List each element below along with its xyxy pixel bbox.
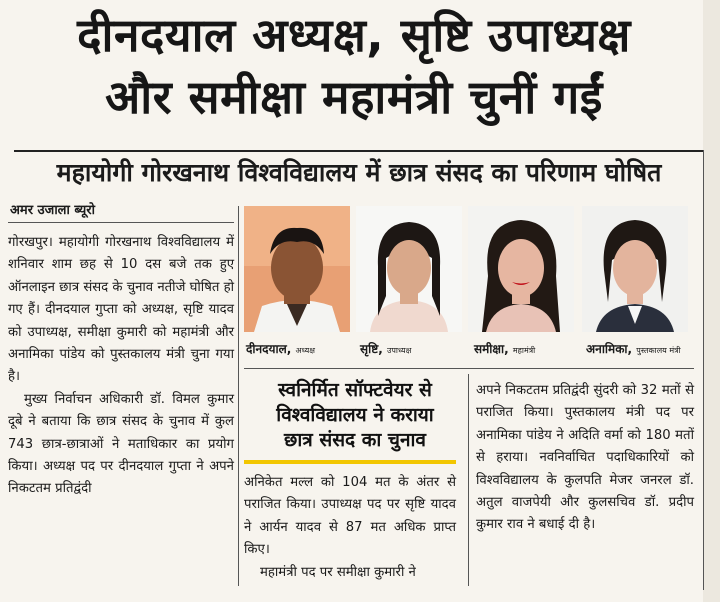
column1-paragraph-2: मुख्य निर्वाचन अधिकारी डॉ. विमल कुमार दूबे ने बताया कि छात्र संसद के चुनाव में कुल 743 छात्र-छात्राओं ने मताधिकार का प्रयोग किया। अध्यक्ष पद पर दीनदयाल गुप्ता ने अपने निकटतम प्रतिद्वंदी: [8, 391, 234, 497]
portrait-srishti-image: [356, 206, 462, 332]
article-column-2: [244, 472, 456, 584]
edge-divider: [703, 150, 704, 590]
caption-srishti-name: सृष्टि,: [360, 342, 383, 356]
column1-paragraph-1: गोरखपुर। महायोगी गोरखनाथ विश्वविद्यालय में शनिवार शाम छह से 10 दस बजे तक हुए ऑनलाइन छात्र संसद के चुनाव नतीजे घोषित हो गए हैं। दीनदयाल गुप्ता को अध्यक्ष, सृष्टि यादव को उपाध्यक्ष, समीक्षा कुमारी को महामंत्री और अनामिका पांडेय को पुस्तकालय मंत्री चुना गया है।: [8, 235, 234, 385]
headline-line-2: और समीक्षा महामंत्री चुनीं गईं: [105, 70, 603, 124]
boxed-headline-line-2: विश्वविद्यालय ने कराया: [276, 404, 434, 426]
portrait-samiksha-image: [468, 206, 574, 332]
byline-rule: [8, 222, 234, 223]
caption-anamika: [586, 340, 681, 357]
caption-deendayal: [246, 340, 315, 357]
portrait-deendayal-image: [244, 206, 350, 332]
boxed-headline-line-1: स्वनिर्मित सॉफ्टवेयर से: [278, 379, 432, 401]
caption-anamika-name: अनामिका,: [586, 342, 633, 356]
boxed-headline: [246, 378, 464, 453]
column2-paragraph-2: महामंत्री पद पर समीक्षा कुमारी ने: [260, 564, 416, 580]
article-column-3: [476, 380, 694, 537]
portrait-anamika-image: [582, 206, 688, 332]
column-divider-2: [468, 374, 469, 586]
caption-deendayal-name: दीनदयाल,: [246, 342, 292, 356]
article-column-1: [8, 232, 234, 501]
column2-paragraph-1: अनिकेत मल्ल को 104 मत के अंतर से पराजित किया। उपाध्यक्ष पद पर सृष्टि यादव ने आर्यन यादव से 87 मत अधिक प्राप्त किए।: [244, 475, 456, 558]
caption-rule: [244, 368, 694, 369]
column3-paragraph-1: अपने निकटतम प्रतिद्वंदी सुंदरी को 32 मतों से पराजित किया। पुस्तकालय मंत्री पद पर अनामिका पांडेय ने अदिति वर्मा को 180 मतों से हराया। नवनिर्वाचित पदाधिकारियों को विश्वविद्यालय के कुलपति मेजर जनरल डॉ. अतुल वाजपेयी और कुलसचिव डॉ. प्रदीप कुमार राव ने बधाई दी है।: [476, 383, 694, 533]
adjacent-article-edge: [703, 0, 720, 602]
photo-srishti: [356, 206, 462, 332]
caption-anamika-role: पुस्तकालय मंत्री: [636, 346, 681, 355]
byline: अमर उजाला ब्यूरो: [10, 203, 95, 218]
caption-samiksha-name: समीक्षा,: [474, 342, 509, 356]
photo-deendayal: [244, 206, 350, 332]
column-divider-1: [238, 206, 239, 586]
photo-anamika: [582, 206, 688, 332]
caption-deendayal-role: अध्यक्ष: [295, 346, 315, 355]
caption-srishti: [360, 340, 411, 357]
accent-bar: [244, 460, 456, 464]
boxed-headline-line-3: छात्र संसद का चुनाव: [284, 429, 426, 451]
caption-samiksha-role: महामंत्री: [512, 346, 536, 355]
photo-samiksha: [468, 206, 574, 332]
caption-srishti-role: उपाध्यक्ष: [386, 346, 412, 355]
headline-line-1: दीनदयाल अध्यक्ष, सृष्टि उपाध्यक्ष: [77, 8, 631, 62]
subheadline: महायोगी गोरखनाथ विश्वविद्यालय में छात्र संसद का परिणाम घोषित: [14, 150, 704, 190]
caption-samiksha: [474, 340, 535, 357]
